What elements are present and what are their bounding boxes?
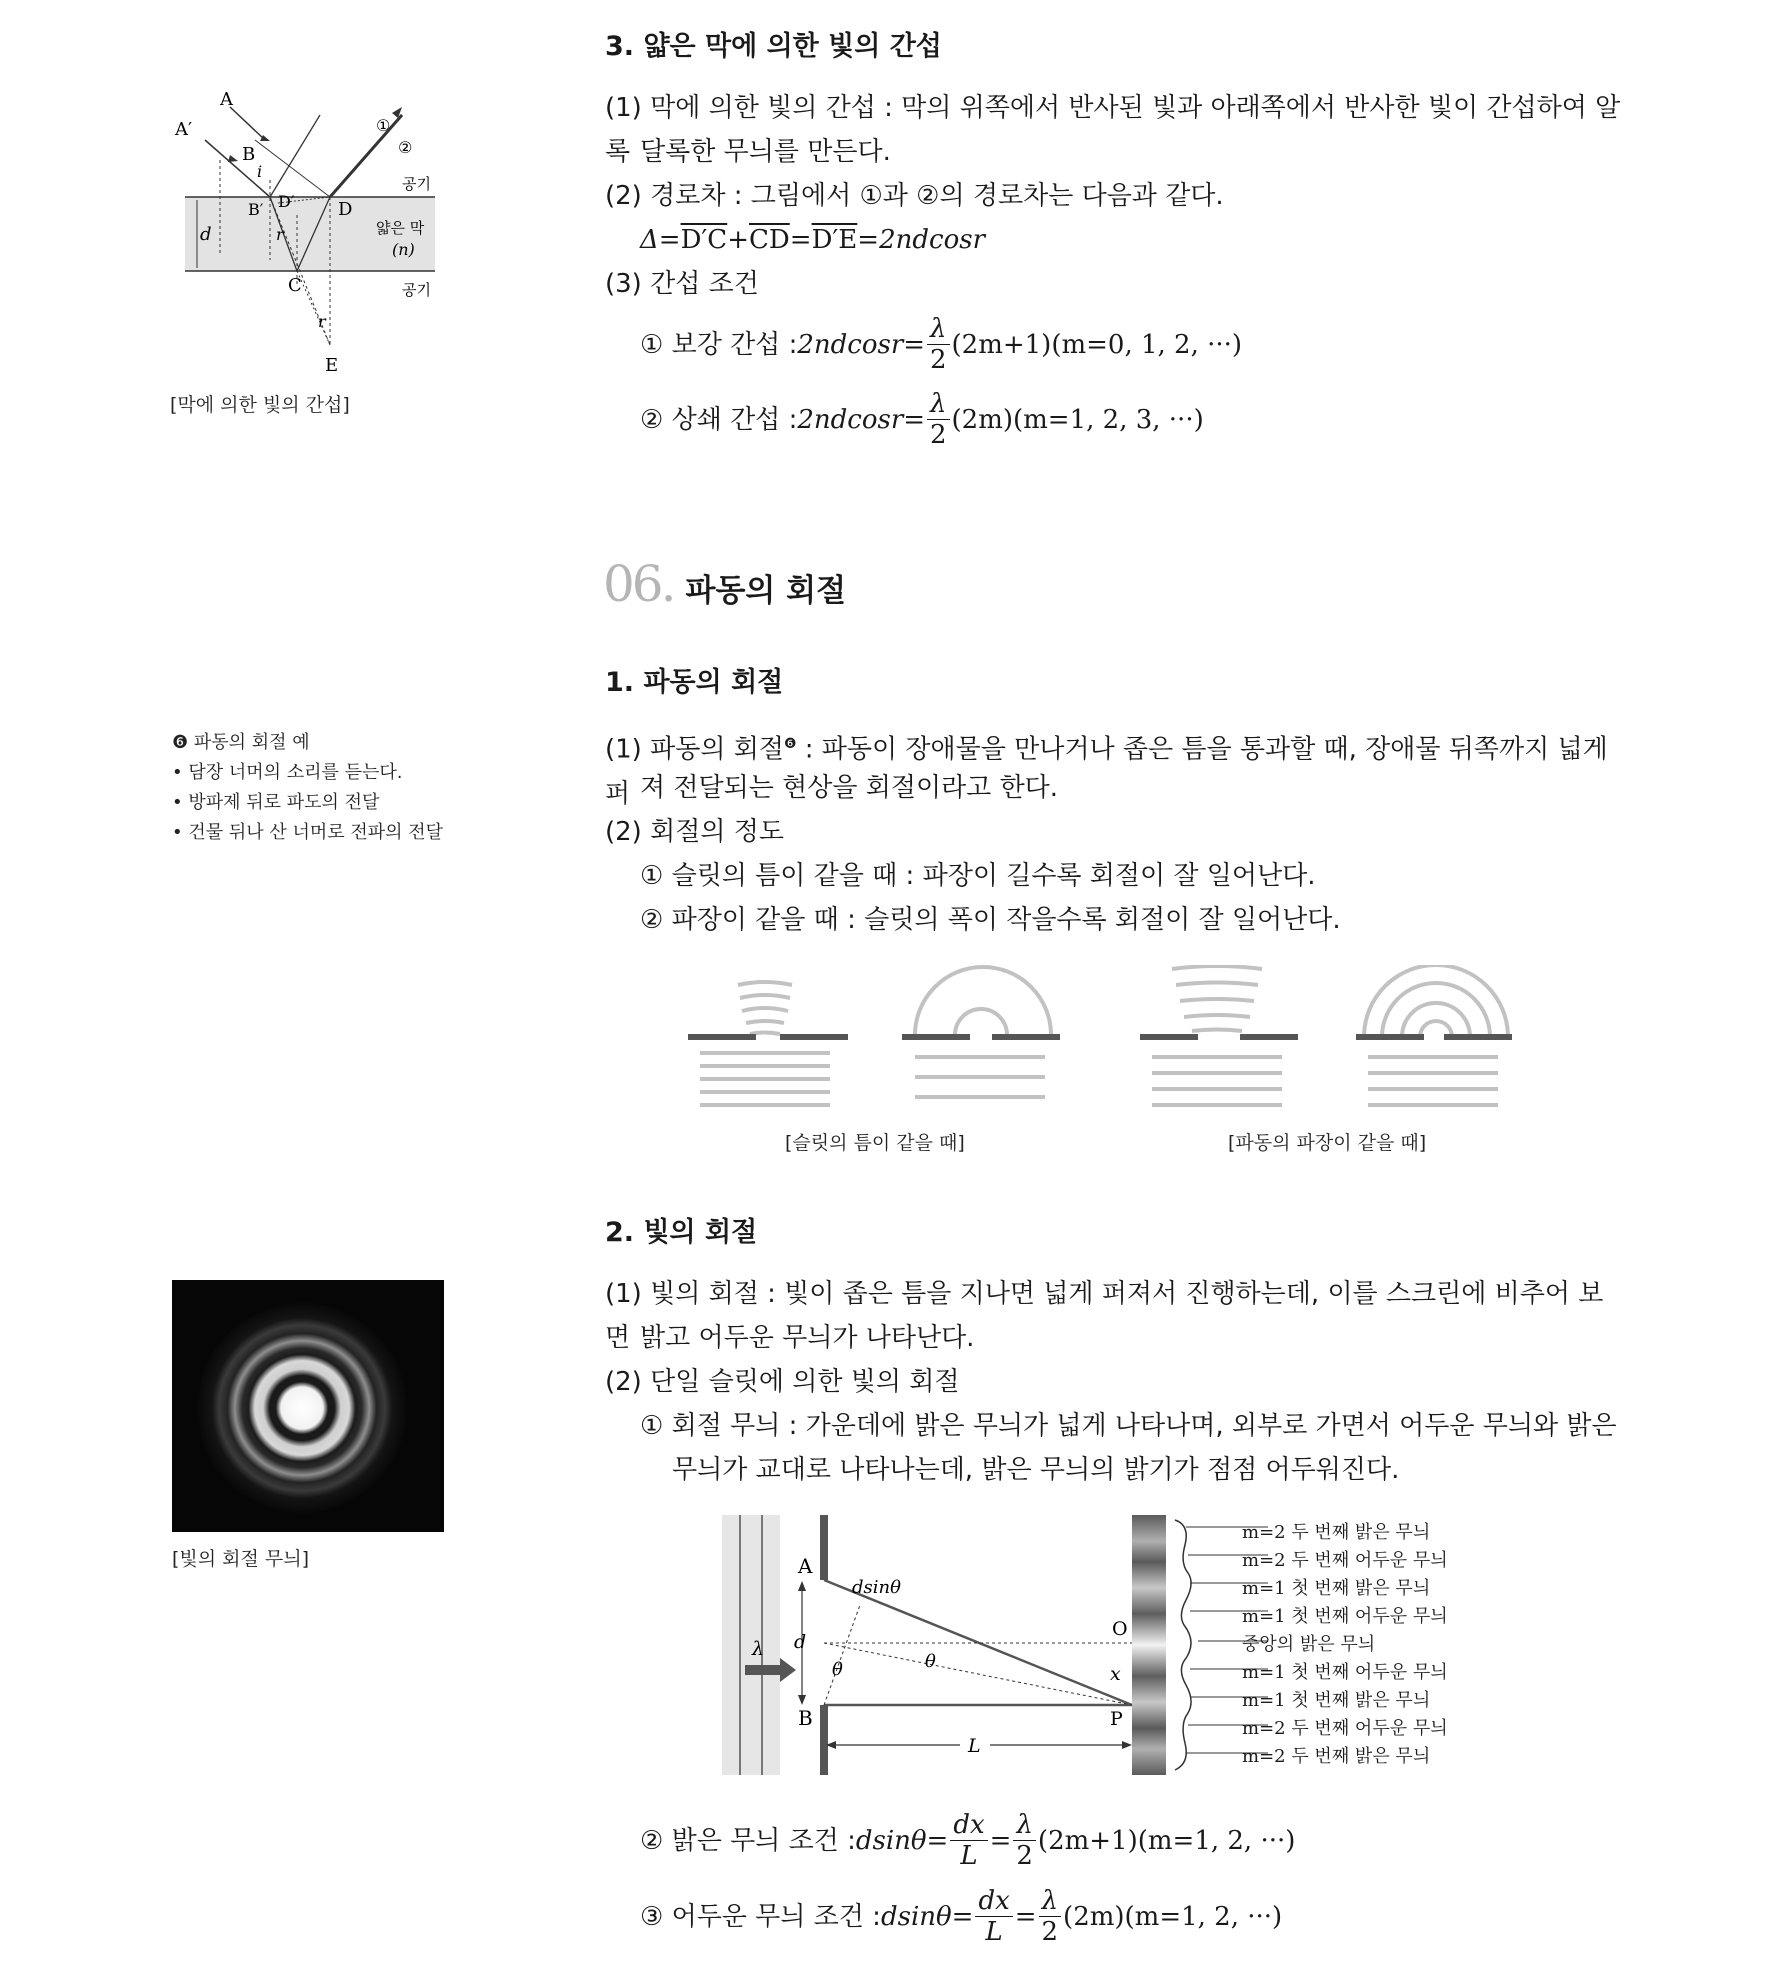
slit-caption-left: [슬릿의 틈이 같을 때] bbox=[785, 1132, 965, 1154]
section-title: 파동의 회절 bbox=[685, 573, 847, 609]
diagram-x: x bbox=[1110, 1663, 1121, 1685]
diagram-b: B bbox=[798, 1706, 813, 1730]
eq-plus: + bbox=[727, 225, 750, 255]
bright-label: ② 밝은 무늬 조건 : bbox=[640, 1825, 856, 1856]
light-p2-label: (2) 단일 슬릿에 의한 빛의 회절 bbox=[605, 1367, 960, 1397]
bright-rhs: (2m+1)(m=1, 2, ···) bbox=[1037, 1825, 1296, 1856]
fringe-legend-item: m=1 첫 번째 어두운 무늬 bbox=[1242, 1606, 1448, 1627]
label-a: A bbox=[220, 89, 233, 110]
dark-lhs: dsinθ= bbox=[880, 1901, 974, 1932]
fringe-legend-item: m=2 두 번째 어두운 무늬 bbox=[1242, 1550, 1448, 1571]
slit-diagram-short-wavelength bbox=[700, 982, 830, 1105]
slit-caption-right: [파동의 파장이 같을 때] bbox=[1228, 1132, 1427, 1154]
label-b-prime: B′ bbox=[248, 200, 264, 219]
side-note-item: • 담장 너머의 소리를 듣는다. bbox=[172, 762, 403, 783]
slit-diffraction-figure bbox=[680, 965, 1520, 1125]
fringe-legend-item: m=1 첫 번째 밝은 무늬 bbox=[1242, 1690, 1431, 1711]
diagram-theta-2: θ bbox=[925, 1651, 936, 1672]
fringe-legend-item: m=2 두 번째 어두운 무늬 bbox=[1242, 1718, 1448, 1739]
ray-reflect-1 bbox=[270, 115, 320, 197]
dark-rhs: (2m)(m=1, 2, ···) bbox=[1063, 1901, 1283, 1932]
diagram-theta-1: θ bbox=[832, 1659, 843, 1680]
label-c: C bbox=[288, 275, 302, 296]
wave-p1-cont: 져 전달되는 현상을 회절이라고 한다. bbox=[640, 773, 1059, 803]
label-e: E bbox=[325, 355, 339, 376]
bright-fringe-condition bbox=[640, 1810, 1295, 1871]
constructive-label: ① 보강 간섭 : bbox=[640, 329, 798, 360]
label-air-bottom: 공기 bbox=[402, 281, 431, 299]
slit-barriers bbox=[688, 1034, 1512, 1040]
diagram-o: O bbox=[1112, 1618, 1128, 1640]
label-i: i bbox=[257, 162, 263, 181]
label-d-thickness: d bbox=[200, 224, 212, 245]
wave-p1-text: : 파동이 장애물을 만나거나 좁은 틈을 통과할 때, 장애물 뒤쪽까지 넓게 퍼 bbox=[605, 734, 1608, 809]
light-p1-text: : 빛이 좁은 틈을 지나면 넓게 퍼져서 진행하는데, 이를 스크린에 비추어 보면 bbox=[605, 1279, 1604, 1353]
diagram-dsin: dsinθ bbox=[852, 1577, 901, 1598]
fringe-legend bbox=[1242, 1518, 1482, 1770]
light-s1-cont: 무늬가 교대로 나타나는데, 밝은 무늬의 밝기가 점점 어두워진다. bbox=[672, 1455, 1400, 1485]
dark-fringe-condition bbox=[640, 1886, 1282, 1947]
thin-film-diagram bbox=[170, 85, 470, 385]
film-heading: 3. 얇은 막에 의한 빛의 간섭 bbox=[605, 31, 942, 62]
section-header bbox=[603, 555, 846, 613]
destructive-fraction: $\frac{\lambda}{2}$ bbox=[927, 389, 949, 450]
film-p3-label: (3) 간섭 조건 bbox=[605, 269, 759, 299]
fringe-legend-item: m=1 첫 번째 밝은 무늬 bbox=[1242, 1578, 1431, 1599]
film-p1-cont: 달록한 무늬를 만든다. bbox=[640, 137, 891, 167]
wave-diffraction-heading: 1. 파동의 회절 bbox=[605, 667, 784, 698]
label-d-prime: D′ bbox=[278, 192, 295, 211]
destructive-lhs: 2ndcosr= bbox=[797, 404, 926, 435]
destructive-label: ② 상쇄 간섭 : bbox=[640, 404, 798, 435]
wave-p1-label: (1) 파동의 회절 bbox=[605, 734, 784, 765]
bright-fraction-dx-l: $\frac{dx}{L}$ bbox=[950, 1810, 987, 1871]
path-a-to-p bbox=[824, 1580, 1132, 1705]
ray-a bbox=[230, 107, 265, 140]
destructive-condition bbox=[640, 389, 1204, 450]
label-film-name: 얇은 막 bbox=[376, 219, 425, 237]
dark-fraction-dx-l: $\frac{dx}{L}$ bbox=[975, 1886, 1012, 1947]
light-diffraction-heading: 2. 빛의 회절 bbox=[605, 1217, 758, 1248]
label-ray2: ② bbox=[398, 138, 413, 157]
diagram-a: A bbox=[798, 1554, 813, 1578]
film-figure-caption: [막에 의한 빛의 간섭] bbox=[170, 394, 350, 416]
side-note-item: • 방파제 뒤로 파도의 전달 bbox=[172, 792, 380, 813]
bright-lhs: dsinθ= bbox=[855, 1825, 949, 1856]
label-film-n: (n) bbox=[392, 240, 415, 259]
eq-delta: Δ= bbox=[640, 225, 681, 255]
diagram-d: d bbox=[794, 1631, 807, 1653]
fringe-legend-item: m=1 첫 번째 어두운 무늬 bbox=[1242, 1662, 1448, 1683]
side-note bbox=[172, 728, 443, 848]
fringe-legend-item: m=2 두 번째 밝은 무늬 bbox=[1242, 1746, 1431, 1767]
diffraction-pattern-photo bbox=[172, 1280, 444, 1532]
film-p2-text: : 그림에서 ①과 ②의 경로차는 다음과 같다. bbox=[725, 181, 1224, 211]
film-p2 bbox=[605, 174, 1224, 218]
label-air-top: 공기 bbox=[402, 175, 431, 193]
section-number: 06. bbox=[603, 555, 674, 613]
label-r: r bbox=[276, 225, 284, 244]
ray-exit bbox=[330, 115, 402, 197]
screen-fringes bbox=[1132, 1515, 1166, 1775]
eq-rhs: =2ndcosr bbox=[857, 225, 985, 255]
film-p1-label: (1) 막에 의한 빛의 간섭 bbox=[605, 93, 876, 123]
wave-s1: ① 슬릿의 틈이 같을 때 : 파장이 길수록 회절이 잘 일어난다. bbox=[640, 861, 1316, 891]
light-p1-cont: 밝고 어두운 무늬가 나타난다. bbox=[640, 1323, 975, 1353]
side-note-title: ❻ 파동의 회절 예 bbox=[172, 732, 310, 753]
note-marker: ❻ bbox=[783, 736, 797, 752]
fringe-legend-item: 중앙의 밝은 무늬 bbox=[1242, 1634, 1376, 1655]
label-ray1: ① bbox=[376, 116, 391, 135]
destructive-rhs: (2m)(m=1, 2, 3, ···) bbox=[951, 404, 1204, 435]
side-note-item: • 건물 뒤나 산 너머로 전파의 전달 bbox=[172, 822, 443, 843]
dark-equals: = bbox=[1014, 1901, 1037, 1932]
wave-p2-label: (2) 회절의 정도 bbox=[605, 817, 784, 847]
wave-s2: ② 파장이 같을 때 : 슬릿의 폭이 작을수록 회절이 잘 일어난다. bbox=[640, 905, 1341, 935]
fringe-legend-item: m=2 두 번째 밝은 무늬 bbox=[1242, 1522, 1431, 1543]
eq-segment-dpc: D′C bbox=[680, 225, 728, 255]
slit-bottom-wall bbox=[820, 1705, 828, 1775]
label-b: B bbox=[242, 144, 256, 165]
constructive-lhs: 2ndcosr= bbox=[797, 329, 926, 360]
diagram-p: P bbox=[1110, 1708, 1123, 1730]
bright-equals: = bbox=[989, 1825, 1012, 1856]
label-a-prime: A′ bbox=[175, 119, 193, 140]
light-p1-label: (1) 빛의 회절 bbox=[605, 1279, 759, 1309]
constructive-rhs: (2m+1)(m=0, 1, 2, ···) bbox=[951, 329, 1243, 360]
dark-label: ③ 어두운 무늬 조건 : bbox=[640, 1901, 881, 1932]
bright-fraction-lambda: $\frac{\lambda}{2}$ bbox=[1013, 1810, 1035, 1871]
eq-segment-cd: $\overline{CD}$ bbox=[749, 225, 790, 255]
eq-equals: = bbox=[789, 225, 812, 255]
slit-top-wall bbox=[820, 1515, 828, 1580]
label-r-lower: r bbox=[318, 312, 326, 331]
intensity-curve bbox=[1175, 1520, 1191, 1770]
film-p1-text: : 막의 위쪽에서 반사된 빛과 아래쪽에서 반사한 빛이 간섭하여 알록 bbox=[605, 93, 1621, 167]
photo-caption: [빛의 회절 무늬] bbox=[172, 1548, 310, 1570]
incident-light-band bbox=[722, 1515, 780, 1775]
dark-fraction-lambda: $\frac{\lambda}{2}$ bbox=[1039, 1886, 1061, 1947]
light-s1: ① 회절 무늬 : 가운데에 밝은 무늬가 넓게 나타나며, 외부로 가면서 어두운 무늬와 밝은 bbox=[640, 1411, 1617, 1441]
constructive-fraction: $\frac{\lambda}{2}$ bbox=[927, 314, 949, 375]
slit-diagram-long-wavelength bbox=[915, 967, 1051, 1097]
diagram-l: L bbox=[968, 1735, 981, 1757]
film-p2-label: (2) 경로차 bbox=[605, 181, 726, 211]
eq-segment-dpe: D′E bbox=[811, 225, 858, 255]
diagram-lambda: λ bbox=[752, 1638, 765, 1660]
film-p2-equation bbox=[640, 218, 985, 262]
constructive-condition bbox=[640, 314, 1242, 375]
label-d: D bbox=[338, 199, 353, 220]
